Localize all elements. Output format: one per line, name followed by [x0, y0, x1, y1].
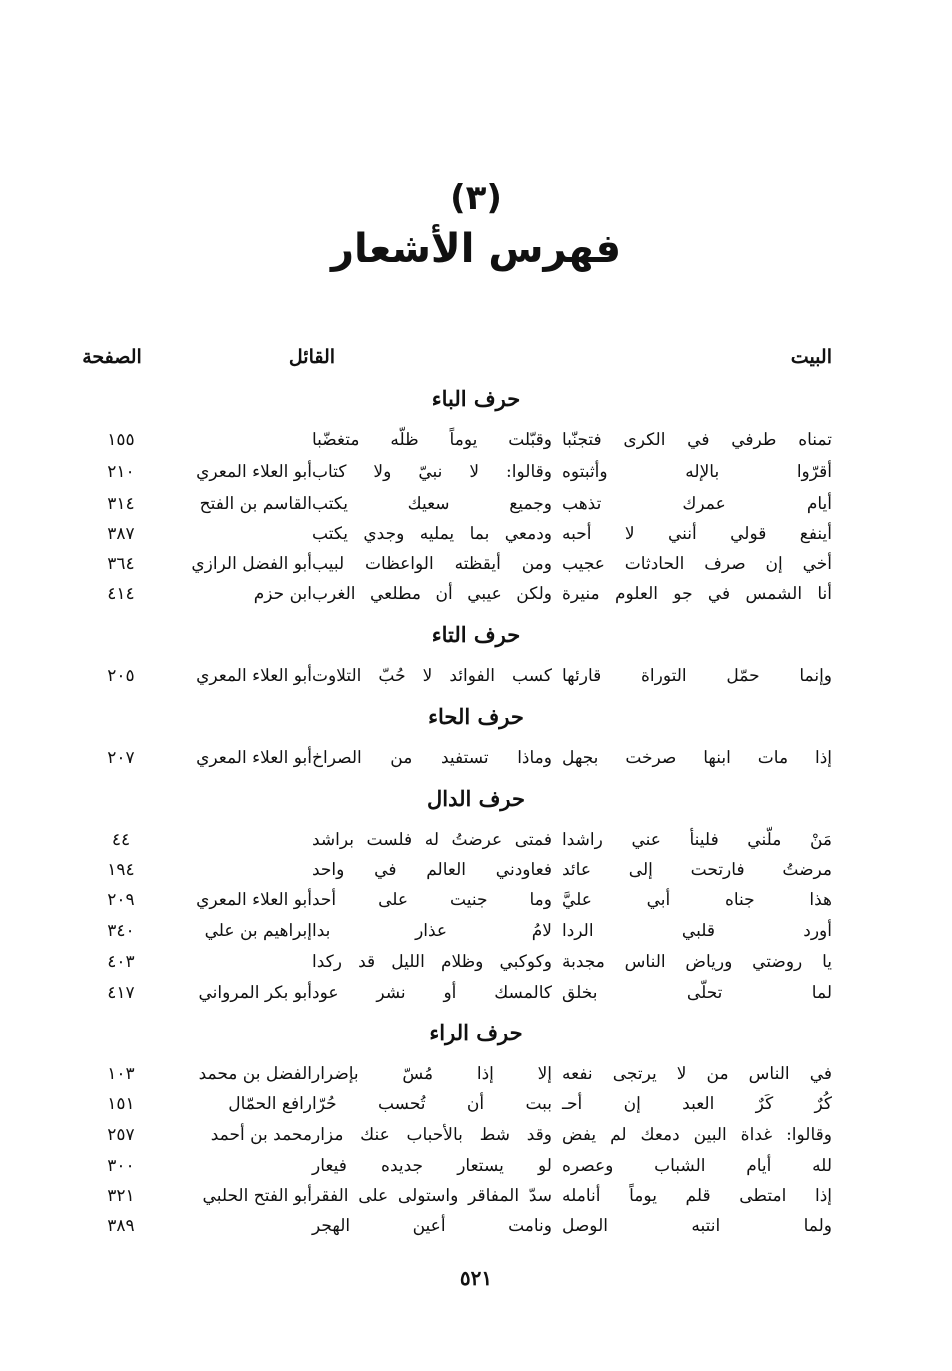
speaker: أبو العلاء المعري [196, 462, 312, 482]
first-hemistich: يا روضتي ورياض الناس مجدبة [562, 952, 832, 972]
second-hemistich: وجميع سعيك يكتب [312, 494, 552, 514]
second-hemistich: فعاودني العالم في واحد [312, 860, 552, 880]
page-number: ٣٦٤ [107, 554, 135, 574]
second-hemistich: ودمعي بما يمليه وجدي يكتب [312, 524, 552, 544]
page-number: ٤١٧ [107, 983, 135, 1003]
verse-row [0, 1180, 952, 1212]
first-hemistich: لما تحلّى بخلق [562, 983, 832, 1003]
second-hemistich: كسب الفوائد لا حُبّ التلاوت [312, 666, 552, 686]
letter-header-ha: حرف الحاء [428, 704, 524, 729]
first-hemistich: أخي إن صرف الحادثات عجيب [562, 554, 832, 574]
first-hemistich: إذا مات ابنها صرخت بجهل [562, 748, 832, 768]
page-number: ٤٠٣ [107, 952, 135, 972]
speaker: الفضل بن محمد [198, 1064, 312, 1084]
speaker: أبو العلاء المعري [196, 666, 312, 686]
first-hemistich: في الناس من لا يرتجى نفعه [562, 1064, 832, 1084]
first-hemistich: إذا امتطى قلم يوماً أنامله [562, 1186, 832, 1206]
speaker: أبو العلاء المعري [196, 890, 312, 910]
second-hemistich: وقبّلت يوماً ظلّه متغضّبا [312, 430, 552, 450]
verse-row [0, 946, 952, 978]
verse-row [0, 1150, 952, 1182]
page-number: ٢٥٧ [107, 1125, 135, 1145]
second-hemistich: ببت أن تُحسب حُرّا [312, 1094, 552, 1114]
verse-row [0, 518, 952, 550]
verse-row [0, 660, 952, 692]
first-hemistich: أينفع قولي أنني لا أحبه [562, 524, 832, 544]
page-number: ١٥١ [107, 1094, 135, 1114]
page-number: ٤١٤ [107, 584, 135, 604]
speaker: رافع الحمّال [228, 1094, 312, 1114]
first-hemistich: وقالوا: غداة البين دمعك لم يفض [562, 1125, 832, 1145]
page-number: ٤٤ [111, 830, 131, 850]
verse-row [0, 424, 952, 456]
speaker: أبو الفتح الحلبي [202, 1186, 312, 1206]
page-number: ٢٠٥ [107, 666, 135, 686]
verse-row [0, 1058, 952, 1090]
first-hemistich: أيام عمرك تذهب [562, 494, 832, 514]
speaker: أبو العلاء المعري [196, 748, 312, 768]
first-hemistich: ولما انتبه الوصل [562, 1216, 832, 1236]
letter-header-ba: حرف الباء [431, 386, 521, 411]
second-hemistich: ومن أيقظته الواعظات لبيب [312, 554, 552, 574]
column-header-speaker: القائل [288, 346, 336, 368]
second-hemistich: كالمسك أو نشر عود [312, 983, 552, 1003]
second-hemistich: ونامت أعين الهجر [312, 1216, 552, 1236]
letter-header-ra: حرف الراء [429, 1020, 523, 1045]
second-hemistich: وقالوا: لا نبيّ ولا كتاب [312, 462, 552, 482]
column-header-verse: البيت [790, 346, 832, 368]
page-number: ٣٨٩ [107, 1216, 135, 1236]
page-number: ١٩٤ [107, 860, 135, 880]
verse-row [0, 1119, 952, 1151]
page-number: ٣٠٠ [107, 1156, 135, 1176]
page-number: ٢١٠ [107, 462, 135, 482]
speaker: محمد بن أحمد [210, 1125, 312, 1145]
verse-row [0, 548, 952, 580]
first-hemistich: تمناه طرفي في الكرى فتجنّبا [562, 430, 832, 450]
second-hemistich: ولكن عيبي أن مطلعي الغرب [312, 584, 552, 604]
second-hemistich: لامُ عذار بدا [312, 921, 552, 941]
second-hemistich: وكوكبي وظلام الليل قد ركدا [312, 952, 552, 972]
second-hemistich: وما جنيت على أحد [312, 890, 552, 910]
second-hemistich: فمتى عرضتُ له فلست براشد [312, 830, 552, 850]
verse-row [0, 456, 952, 488]
page-number: ٣٤٠ [107, 921, 135, 941]
first-hemistich: مَنْ ملّني فلينأ عني راشدا [562, 830, 832, 850]
letter-header-dal: حرف الدال [427, 786, 525, 811]
first-hemistich: أورد قلبي الردا [562, 921, 832, 941]
verse-row [0, 742, 952, 774]
page-number: ١٥٥ [107, 430, 135, 450]
second-hemistich: وماذا تستفيد من الصراخ [312, 748, 552, 768]
page-number: ٢٠٧ [107, 748, 135, 768]
page-number: ٣١٤ [107, 494, 135, 514]
first-hemistich: مرضتُ فارتحت إلى عائد [562, 860, 832, 880]
second-hemistich: سدّ المفاقر واستولى على الفقر [312, 1186, 552, 1206]
second-hemistich: وقد شط بالأحباب عنك مزار [312, 1125, 552, 1145]
column-header-page: الصفحة [82, 346, 142, 368]
speaker: إبراهيم بن علي [204, 921, 312, 941]
second-hemistich: إلا إذا مُسّ بإضرار [312, 1064, 552, 1084]
verse-row [0, 1210, 952, 1242]
verse-row [0, 578, 952, 610]
page-title: فهرس الأشعار [330, 226, 622, 272]
first-hemistich: لله أيام الشباب وعصره [562, 1156, 832, 1176]
speaker: ابن حزم [253, 584, 312, 604]
verse-row [0, 1088, 952, 1120]
verse-row [0, 854, 952, 886]
folio-page-number: ٥٢١ [459, 1266, 493, 1290]
verse-row [0, 488, 952, 520]
verse-row [0, 884, 952, 916]
page-number: ٢٠٩ [107, 890, 135, 910]
letter-header-ta: حرف التاء [431, 622, 521, 647]
page-number: ٣٢١ [107, 1186, 135, 1206]
speaker: القاسم بن الفتح [199, 494, 312, 514]
speaker: أبو الفضل الرازي [191, 554, 312, 574]
first-hemistich: وإنما حمّل التوراة قارئها [562, 666, 832, 686]
first-hemistich: كُرٌ كَرٌ العبد إن أحـ [562, 1094, 832, 1114]
second-hemistich: لو يستعار جديده فيعار [312, 1156, 552, 1176]
first-hemistich: أنا الشمس في جو العلوم منيرة [562, 584, 832, 604]
verse-row [0, 824, 952, 856]
verse-row [0, 977, 952, 1009]
page-number: ٣٨٧ [107, 524, 135, 544]
section-number: (٣) [450, 178, 502, 218]
verse-row [0, 915, 952, 947]
page-number: ١٠٣ [107, 1064, 135, 1084]
first-hemistich: هذا جناه أبي عليَّ [562, 890, 832, 910]
first-hemistich: أقرّوا بالإله وأثبتوه [562, 462, 832, 482]
speaker: أبو بكر المرواني [198, 983, 312, 1003]
